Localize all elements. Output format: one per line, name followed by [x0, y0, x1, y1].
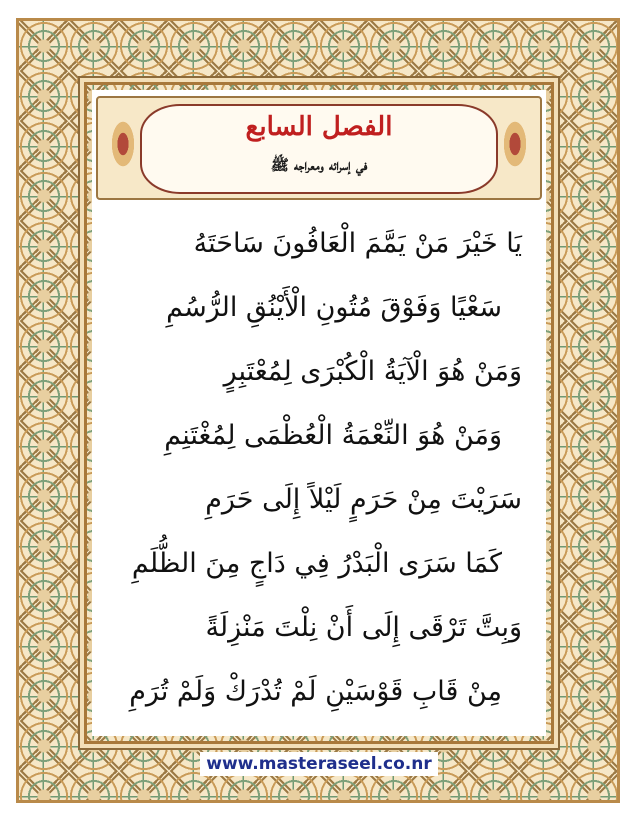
verse-line: سَعْيًا وَفَوْقَ مُتُونِ الْأَيْنُقِ الرُّسُمِ — [166, 292, 502, 323]
poem-verses — [100, 212, 536, 724]
verse-line: يَا خَيْرَ مَنْ يَمَّمَ الْعَافُونَ سَاحَتَهُ — [193, 228, 522, 259]
verse-line: وَمَنْ هُوَ النِّعْمَةُ الْعُظْمَى لِمُغْتَنِمِ — [164, 420, 502, 451]
chapter-title: الفصل السابع — [245, 112, 393, 142]
website-link[interactable]: www.masteraseel.co.nr — [200, 752, 438, 776]
chapter-subtitle: في إسرائه ومعراجه ﷺ — [270, 156, 368, 174]
verse-line: وَبِتَّ تَرْقَى إِلَى أَنْ نِلْتَ مَنْزِلَةً — [205, 612, 522, 643]
verse-line: وَمَنْ هُوَ الْآيَةُ الْكُبْرَى لِمُعْتَبِرٍ — [223, 356, 522, 387]
verse-line: سَرَيْتَ مِنْ حَرَمٍ لَيْلاً إِلَى حَرَمِ — [205, 484, 522, 515]
banner-ornament-right — [502, 118, 528, 170]
verse-line: كَمَا سَرَى الْبَدْرُ فِي دَاجٍ مِنَ الظُّلَمِ — [131, 548, 502, 579]
banner-ornament-left — [110, 118, 136, 170]
verse-line: مِنْ قَابِ قَوْسَيْنِ لَمْ تُدْرَكْ وَلَمْ تُرَمِ — [129, 676, 502, 707]
